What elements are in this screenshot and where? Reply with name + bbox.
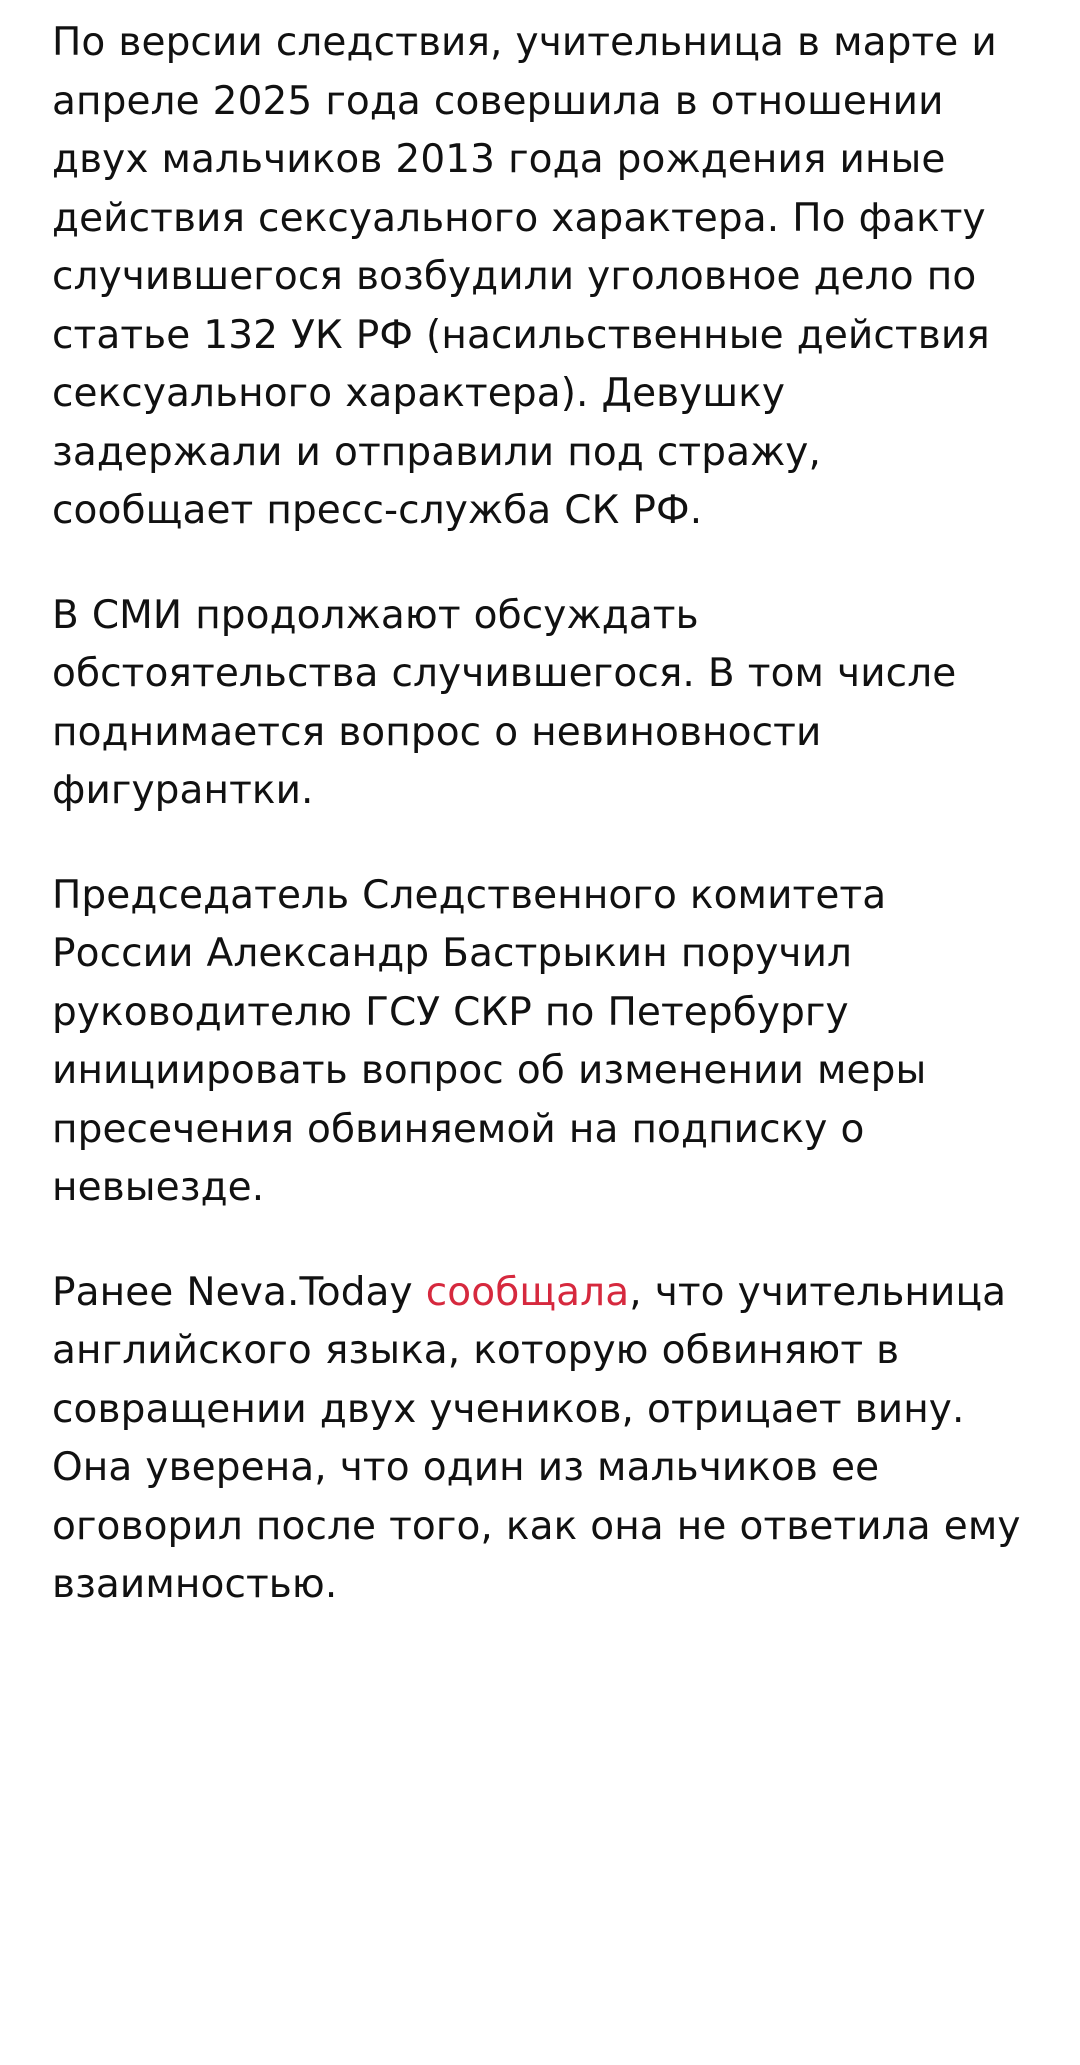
article-paragraph-2: В СМИ продолжают обсуждать обстоятельства случившегося. В том числе поднимается вопрос о невиновности фигурантки. [52,592,957,813]
article-paragraph-4 [52,1264,1028,1615]
paragraph-4-prefix: Ранее Neva.Today [52,1269,426,1315]
article-paragraph-3: Председатель Следственного комитета России Александр Бастрыкин поручил руководителю ГСУ СКР по Петербургу инициировать вопрос об изменении меры пресечения обвиняемой на подписку о невыезде. [52,872,927,1210]
paragraph-4-suffix: , что учительница английского языка, которую обвиняют в совращении двух учеников, отрицает вину. Она уверена, что один из мальчиков ее оговорил после того, как она не ответила ему взаимностью. [52,1269,1021,1607]
source-link[interactable]: сообщала [425,1269,630,1315]
article-paragraph-1: По версии следствия, учительница в марте и апреле 2025 года совершила в отношении двух мальчиков 2013 года рождения иные действия сексуального характера. По факту случившегося возбудили уголовное дело по статье 132 УК РФ (насильственные действия сексуального характера). Девушку задержали и отправили под стражу, сообщает пресс-служба СК РФ. [52,20,997,533]
